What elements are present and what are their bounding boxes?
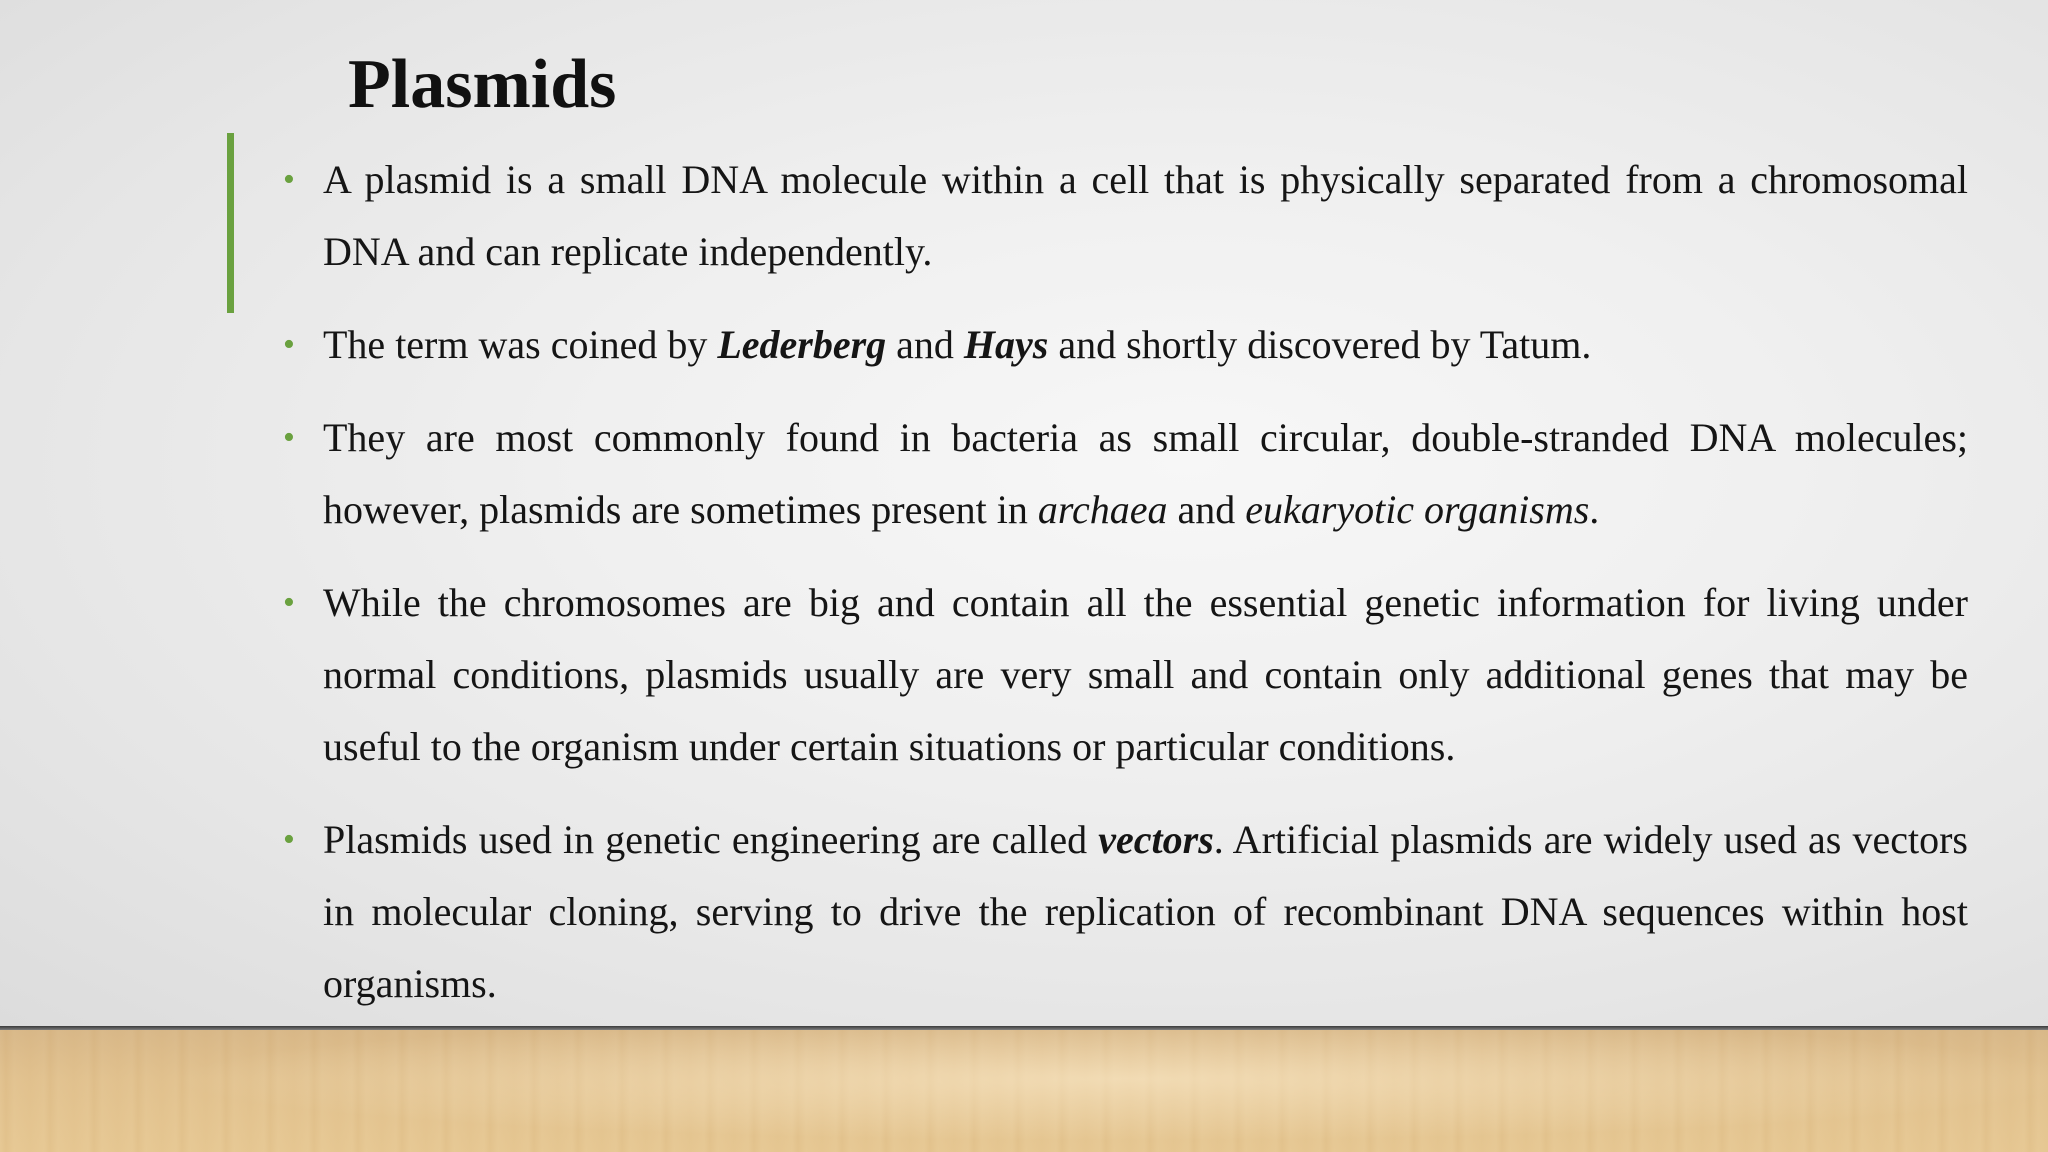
bullet-text: . (1589, 487, 1600, 532)
scientist-name-hays: Hays (963, 322, 1049, 367)
slide-title: Plasmids (348, 46, 617, 123)
bullet-item-term-origin (280, 309, 1968, 381)
bullet-text: While the chromosomes are big and contain all the essential genetic information for living under normal conditions, plasmids usually are very small and contain only additional genes that may be useful to the organism under certain situations or particular conditions. (323, 580, 1968, 769)
scientist-name-lederberg: Lederberg (717, 322, 887, 367)
bullet-text: . Artificial plasmids are widely used as vectors in molecular cloning, serving to drive the replication of recombinant DNA sequences within host organisms. (323, 817, 1968, 1006)
bullet-text: The term was coined by (323, 322, 718, 367)
bullet-list (280, 144, 1968, 1041)
bullet-item-plasmid-definition (280, 144, 1968, 288)
bullet-text: and (886, 322, 964, 367)
bullet-item-occurrence (280, 402, 1968, 546)
bullet-item-vectors (280, 804, 1968, 1020)
bullet-text: A plasmid is a small DNA molecule within a cell that is physically separated from a chromosomal DNA and can replicate independently. (323, 157, 1968, 274)
bullet-item-chromosome-comparison (280, 567, 1968, 783)
term-vectors: vectors (1098, 817, 1214, 862)
bullet-text: Plasmids used in genetic engineering are called (323, 817, 1099, 862)
bullet-text: and shortly discovered by Tatum. (1048, 322, 1592, 367)
bullet-text: and (1167, 487, 1246, 532)
term-eukaryotic-organisms: eukaryotic organisms (1245, 487, 1590, 532)
bullet-text: They are most commonly found in bacteria as small circular, double-stranded DNA molecules; however, plasmids are sometimes present in (323, 415, 1968, 532)
title-accent-bar (227, 133, 234, 313)
term-archaea: archaea (1037, 487, 1168, 532)
slide-background-wood-floor (0, 1030, 2048, 1152)
